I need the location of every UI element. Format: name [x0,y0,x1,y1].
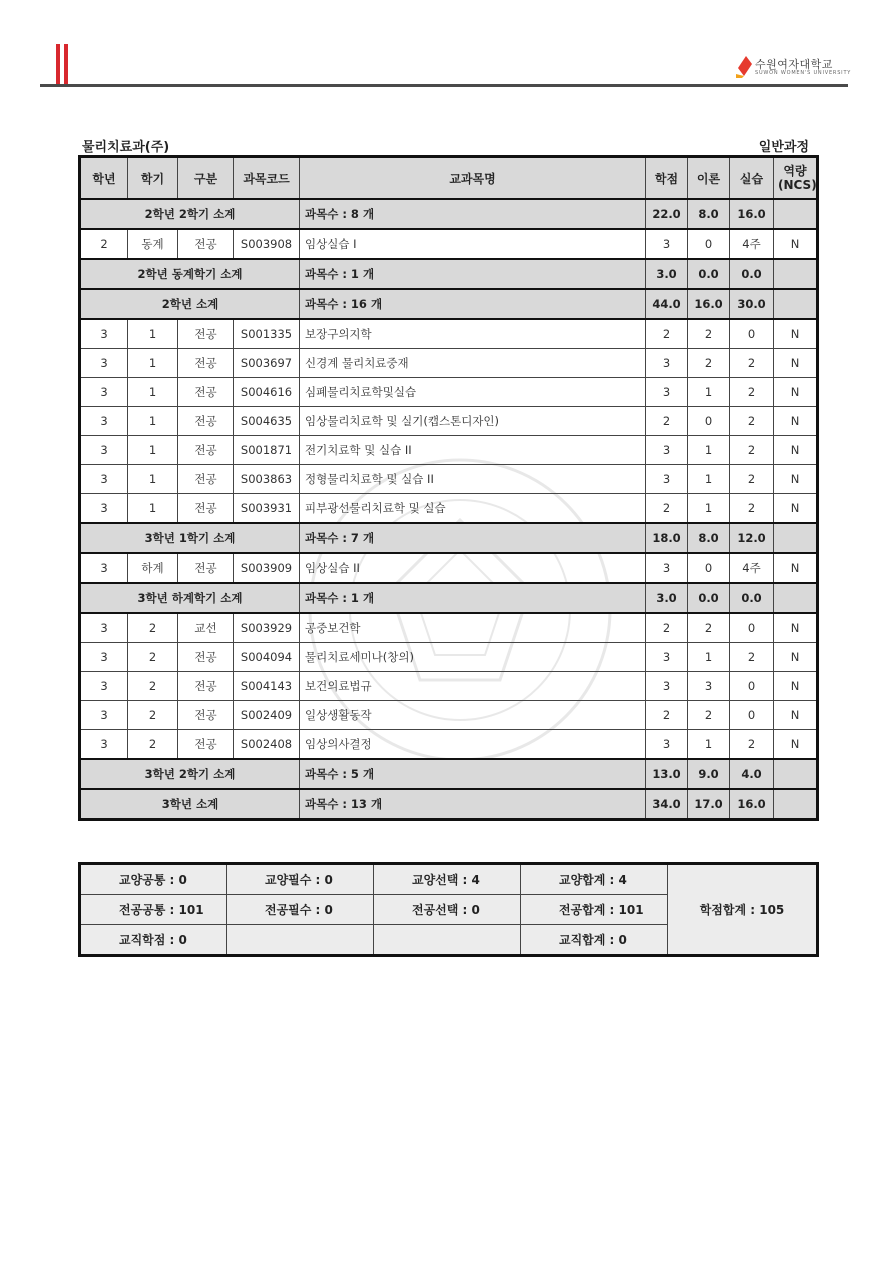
subtotal-course-count: 과목수 : 13 개 [300,789,646,820]
cell-grade: 3 [80,613,128,643]
table-row [80,730,818,760]
cell-category: 전공 [178,436,234,465]
subtotal-row [80,523,818,553]
cell-practice: 2 [730,407,774,436]
cell-ncs: N [774,319,818,349]
cell-ncs: N [774,730,818,760]
subtotal-label: 2학년 동계학기 소계 [80,259,300,289]
cell-theory: 1 [688,378,730,407]
cell-course-name: 피부광선물리치료학 및 실습 [300,494,646,524]
cell-theory: 0 [688,407,730,436]
subtotal-credit: 3.0 [646,583,688,613]
table-row [80,613,818,643]
table-row [80,378,818,407]
cell-course-name: 공중보건학 [300,613,646,643]
cell-category: 전공 [178,672,234,701]
cell-practice: 2 [730,643,774,672]
cell-theory: 0 [688,553,730,583]
subtotal-credit: 22.0 [646,199,688,229]
cell-ncs: N [774,553,818,583]
cell-category: 전공 [178,701,234,730]
cell-course-name: 심폐물리치료학및실습 [300,378,646,407]
cell-code: S004143 [234,672,300,701]
cell-grade: 3 [80,494,128,524]
cell-code: S003863 [234,465,300,494]
cell-semester: 동계 [128,229,178,259]
cell-practice: 0 [730,701,774,730]
cell-semester: 1 [128,465,178,494]
cell-grade: 3 [80,349,128,378]
header-rule [40,84,848,87]
cell-ncs: N [774,494,818,524]
cell-practice: 0 [730,672,774,701]
subtotal-practice: 0.0 [730,259,774,289]
university-logo [736,52,852,82]
cell-course-name: 신경계 물리치료중재 [300,349,646,378]
summary-liberal-total: 교양합계 : 4 [521,864,668,895]
department-title: 물리치료과(주) [82,140,170,155]
subtotal-ncs-empty [774,583,818,613]
cell-theory: 2 [688,701,730,730]
cell-credit: 3 [646,229,688,259]
cell-semester: 2 [128,672,178,701]
cell-grade: 3 [80,672,128,701]
cell-course-name: 보장구의지학 [300,319,646,349]
subtotal-practice: 16.0 [730,789,774,820]
cell-course-name: 보건의료법규 [300,672,646,701]
table-row [80,407,818,436]
header-practice: 실습 [730,157,774,200]
subtotal-row [80,759,818,789]
table-row [80,229,818,259]
cell-theory: 0 [688,229,730,259]
header-course-name: 교과목명 [300,157,646,200]
cell-course-name: 임상의사결정 [300,730,646,760]
cell-code: S002409 [234,701,300,730]
summary-liberal-required: 교양필수 : 0 [227,864,374,895]
cell-course-name: 정형물리치료학 및 실습 II [300,465,646,494]
cell-category: 전공 [178,643,234,672]
cell-theory: 3 [688,672,730,701]
header-code: 과목코드 [234,157,300,200]
subtotal-row [80,789,818,820]
cell-ncs: N [774,436,818,465]
university-logo-icon [736,54,754,78]
header-credit: 학점 [646,157,688,200]
summary-credit-total: 학점합계 : 105 [668,864,818,956]
table-row [80,319,818,349]
cell-semester: 1 [128,378,178,407]
cell-code: S003697 [234,349,300,378]
table-row [80,349,818,378]
cell-category: 전공 [178,553,234,583]
cell-semester: 2 [128,730,178,760]
subtotal-ncs-empty [774,199,818,229]
cell-grade: 3 [80,553,128,583]
cell-theory: 1 [688,436,730,465]
cell-grade: 3 [80,378,128,407]
subtotal-credit: 3.0 [646,259,688,289]
header-category: 구분 [178,157,234,200]
summary-major-common: 전공공통 : 101 [80,895,227,925]
subtotal-practice: 16.0 [730,199,774,229]
subtotal-credit: 18.0 [646,523,688,553]
cell-course-name: 일상생활동작 [300,701,646,730]
header-ncs: 역량(NCS) [774,157,818,200]
cell-ncs: N [774,643,818,672]
header-red-bar-left [56,44,60,84]
course-table [78,155,819,821]
subtotal-label: 3학년 하계학기 소계 [80,583,300,613]
cell-grade: 3 [80,319,128,349]
subtotal-label: 2학년 2학기 소계 [80,199,300,229]
cell-category: 전공 [178,730,234,760]
summary-teaching-total: 교직합계 : 0 [521,925,668,956]
cell-semester: 2 [128,643,178,672]
summary-table [78,862,819,957]
subtotal-theory: 8.0 [688,199,730,229]
table-row [80,494,818,524]
cell-course-name: 전기치료학 및 실습 II [300,436,646,465]
summary-liberal-common: 교양공통 : 0 [80,864,227,895]
cell-ncs: N [774,229,818,259]
cell-credit: 3 [646,643,688,672]
subtotal-theory: 16.0 [688,289,730,319]
cell-code: S001871 [234,436,300,465]
cell-category: 전공 [178,319,234,349]
subtotal-theory: 0.0 [688,583,730,613]
cell-theory: 2 [688,349,730,378]
summary-major-total: 전공합계 : 101 [521,895,668,925]
cell-course-name: 임상물리치료학 및 실기(캡스톤디자인) [300,407,646,436]
summary-major-elective: 전공선택 : 0 [374,895,521,925]
cell-theory: 1 [688,494,730,524]
cell-category: 전공 [178,378,234,407]
subtotal-credit: 34.0 [646,789,688,820]
cell-category: 전공 [178,229,234,259]
subtotal-row [80,259,818,289]
subtotal-row [80,583,818,613]
summary-major-required: 전공필수 : 0 [227,895,374,925]
subtotal-credit: 44.0 [646,289,688,319]
cell-practice: 2 [730,349,774,378]
cell-theory: 2 [688,613,730,643]
table-row [80,465,818,494]
cell-grade: 3 [80,436,128,465]
table-row [80,643,818,672]
summary-row-liberal [80,864,818,895]
cell-credit: 2 [646,407,688,436]
cell-course-name: 임상실습 II [300,553,646,583]
table-row [80,672,818,701]
program-type: 일반과정 [758,140,809,155]
subtotal-row [80,199,818,229]
subtotal-theory: 9.0 [688,759,730,789]
cell-credit: 2 [646,494,688,524]
summary-liberal-elective: 교양선택 : 4 [374,864,521,895]
cell-semester: 1 [128,349,178,378]
cell-semester: 1 [128,494,178,524]
cell-theory: 1 [688,465,730,494]
header-grade: 학년 [80,157,128,200]
cell-theory: 2 [688,319,730,349]
cell-practice: 2 [730,730,774,760]
header-semester: 학기 [128,157,178,200]
cell-code: S004616 [234,378,300,407]
logo-korean-text: 수원여자대학교 [755,58,833,71]
cell-ncs: N [774,349,818,378]
cell-code: S004635 [234,407,300,436]
cell-category: 전공 [178,349,234,378]
cell-practice: 0 [730,319,774,349]
cell-credit: 2 [646,319,688,349]
cell-semester: 1 [128,407,178,436]
summary-empty-2 [374,925,521,956]
cell-grade: 3 [80,701,128,730]
cell-semester: 2 [128,613,178,643]
cell-course-name: 물리치료세미나(창의) [300,643,646,672]
cell-code: S001335 [234,319,300,349]
subtotal-course-count: 과목수 : 7 개 [300,523,646,553]
cell-grade: 3 [80,465,128,494]
cell-code: S003931 [234,494,300,524]
subtotal-course-count: 과목수 : 1 개 [300,259,646,289]
cell-code: S003909 [234,553,300,583]
cell-theory: 1 [688,730,730,760]
cell-credit: 3 [646,378,688,407]
cell-credit: 3 [646,465,688,494]
subtotal-course-count: 과목수 : 8 개 [300,199,646,229]
subtotal-practice: 12.0 [730,523,774,553]
cell-credit: 3 [646,672,688,701]
cell-ncs: N [774,407,818,436]
cell-grade: 3 [80,730,128,760]
subtotal-credit: 13.0 [646,759,688,789]
logo-english-text: SUWON WOMEN'S UNIVERSITY [755,70,852,76]
cell-theory: 1 [688,643,730,672]
subtotal-course-count: 과목수 : 1 개 [300,583,646,613]
summary-teaching-credit: 교직학점 : 0 [80,925,227,956]
cell-semester: 하계 [128,553,178,583]
header-red-bar-right [64,44,68,84]
cell-code: S003929 [234,613,300,643]
header-theory: 이론 [688,157,730,200]
cell-category: 전공 [178,407,234,436]
subtotal-label: 2학년 소계 [80,289,300,319]
subtotal-ncs-empty [774,289,818,319]
cell-practice: 4주 [730,229,774,259]
cell-category: 전공 [178,465,234,494]
cell-semester: 2 [128,701,178,730]
cell-practice: 4주 [730,553,774,583]
cell-credit: 3 [646,553,688,583]
subtotal-theory: 17.0 [688,789,730,820]
cell-ncs: N [774,465,818,494]
subtotal-label: 3학년 소계 [80,789,300,820]
cell-semester: 1 [128,319,178,349]
cell-credit: 3 [646,730,688,760]
subtotal-ncs-empty [774,759,818,789]
subtotal-theory: 0.0 [688,259,730,289]
cell-grade: 3 [80,643,128,672]
table-row [80,701,818,730]
cell-category: 전공 [178,494,234,524]
cell-ncs: N [774,613,818,643]
cell-code: S004094 [234,643,300,672]
cell-code: S003908 [234,229,300,259]
cell-credit: 2 [646,701,688,730]
cell-code: S002408 [234,730,300,760]
cell-grade: 2 [80,229,128,259]
subtotal-theory: 8.0 [688,523,730,553]
cell-practice: 2 [730,465,774,494]
subtotal-label: 3학년 2학기 소계 [80,759,300,789]
subtotal-practice: 30.0 [730,289,774,319]
cell-ncs: N [774,701,818,730]
subtotal-row [80,289,818,319]
table-row [80,553,818,583]
subtotal-ncs-empty [774,789,818,820]
table-header-row [80,157,818,200]
cell-grade: 3 [80,407,128,436]
cell-practice: 2 [730,436,774,465]
cell-ncs: N [774,378,818,407]
subtotal-ncs-empty [774,259,818,289]
summary-empty-1 [227,925,374,956]
cell-semester: 1 [128,436,178,465]
cell-credit: 2 [646,613,688,643]
cell-practice: 2 [730,494,774,524]
subtotal-ncs-empty [774,523,818,553]
subtotal-course-count: 과목수 : 5 개 [300,759,646,789]
cell-course-name: 임상실습 I [300,229,646,259]
cell-practice: 0 [730,613,774,643]
table-row [80,436,818,465]
subtotal-practice: 0.0 [730,583,774,613]
subtotal-course-count: 과목수 : 16 개 [300,289,646,319]
cell-category: 교선 [178,613,234,643]
cell-practice: 2 [730,378,774,407]
cell-ncs: N [774,672,818,701]
cell-credit: 3 [646,436,688,465]
cell-credit: 3 [646,349,688,378]
subtotal-label: 3학년 1학기 소계 [80,523,300,553]
subtotal-practice: 4.0 [730,759,774,789]
